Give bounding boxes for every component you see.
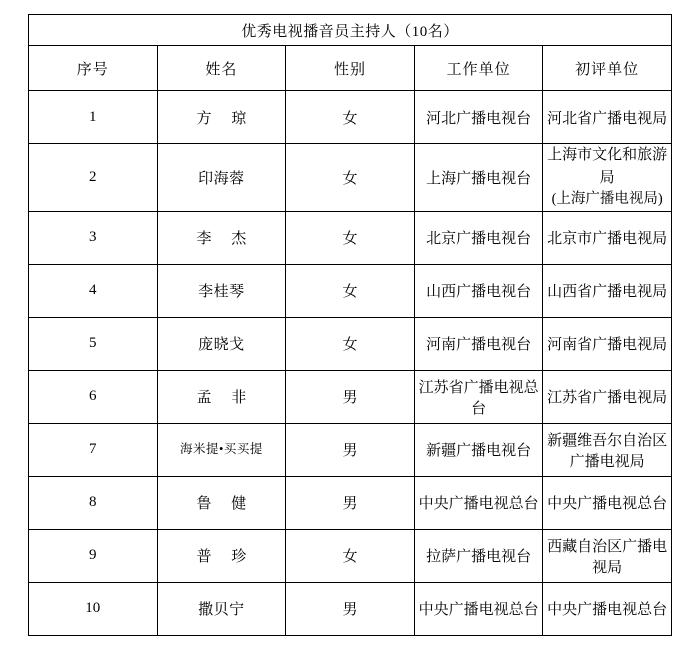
cell-unit: 山西广播电视台 <box>414 264 543 317</box>
roster-table <box>28 14 672 636</box>
roster-table-body <box>29 15 672 636</box>
cell-sex: 男 <box>286 370 415 423</box>
column-header-unit: 工作单位 <box>414 46 543 91</box>
table-header-row <box>29 46 672 91</box>
column-header-name: 姓名 <box>157 46 286 91</box>
cell-org: 中央广播电视总台 <box>543 582 672 635</box>
cell-index: 5 <box>29 317 158 370</box>
cell-unit: 新疆广播电视台 <box>414 423 543 476</box>
cell-org: 江苏省广播电视局 <box>543 370 672 423</box>
cell-name-text: 海米提•买买提 <box>179 441 263 456</box>
cell-name: 李 杰 <box>157 211 286 264</box>
table-row <box>29 370 672 423</box>
cell-index: 10 <box>29 582 158 635</box>
cell-org <box>543 144 672 212</box>
cell-name: 方 琼 <box>157 91 286 144</box>
cell-unit: 河南广播电视台 <box>414 317 543 370</box>
table-row <box>29 529 672 582</box>
table-row <box>29 211 672 264</box>
cell-name <box>157 423 286 476</box>
cell-sex: 女 <box>286 317 415 370</box>
cell-sex: 女 <box>286 144 415 212</box>
column-header-sex: 性别 <box>286 46 415 91</box>
column-header-org: 初评单位 <box>543 46 672 91</box>
cell-org-line2: (上海广播电视局) <box>551 191 663 207</box>
cell-sex: 男 <box>286 423 415 476</box>
cell-org: 新疆维吾尔自治区广播电视局 <box>543 423 672 476</box>
cell-name: 李桂琴 <box>157 264 286 317</box>
cell-sex: 女 <box>286 264 415 317</box>
column-header-index: 序号 <box>29 46 158 91</box>
cell-org: 北京市广播电视局 <box>543 211 672 264</box>
cell-unit: 上海广播电视台 <box>414 144 543 212</box>
cell-unit: 江苏省广播电视总台 <box>414 370 543 423</box>
table-row <box>29 423 672 476</box>
table-row <box>29 476 672 529</box>
cell-org: 西藏自治区广播电视局 <box>543 529 672 582</box>
table-row <box>29 91 672 144</box>
table-title-row <box>29 15 672 46</box>
cell-name: 孟 非 <box>157 370 286 423</box>
cell-sex: 男 <box>286 476 415 529</box>
cell-index: 8 <box>29 476 158 529</box>
cell-sex: 女 <box>286 211 415 264</box>
cell-unit: 北京广播电视台 <box>414 211 543 264</box>
cell-sex: 男 <box>286 582 415 635</box>
cell-org: 中央广播电视总台 <box>543 476 672 529</box>
cell-name: 印海蓉 <box>157 144 286 212</box>
cell-name: 撒贝宁 <box>157 582 286 635</box>
cell-name: 鲁 健 <box>157 476 286 529</box>
cell-org: 河南省广播电视局 <box>543 317 672 370</box>
cell-unit: 中央广播电视总台 <box>414 582 543 635</box>
cell-unit: 拉萨广播电视台 <box>414 529 543 582</box>
page-title: 优秀电视播音员主持人（10名） <box>29 15 672 46</box>
cell-index: 1 <box>29 91 158 144</box>
cell-unit: 河北广播电视台 <box>414 91 543 144</box>
cell-index: 9 <box>29 529 158 582</box>
cell-index: 6 <box>29 370 158 423</box>
cell-sex: 女 <box>286 91 415 144</box>
cell-org: 山西省广播电视局 <box>543 264 672 317</box>
table-row <box>29 144 672 212</box>
cell-name: 庞晓戈 <box>157 317 286 370</box>
cell-unit: 中央广播电视总台 <box>414 476 543 529</box>
cell-index: 7 <box>29 423 158 476</box>
cell-index: 2 <box>29 144 158 212</box>
table-row <box>29 264 672 317</box>
cell-name: 普 珍 <box>157 529 286 582</box>
cell-org: 河北省广播电视局 <box>543 91 672 144</box>
table-row <box>29 582 672 635</box>
cell-index: 3 <box>29 211 158 264</box>
cell-org-line1: 上海市文化和旅游局 <box>547 147 668 186</box>
cell-sex: 女 <box>286 529 415 582</box>
cell-index: 4 <box>29 264 158 317</box>
table-row <box>29 317 672 370</box>
